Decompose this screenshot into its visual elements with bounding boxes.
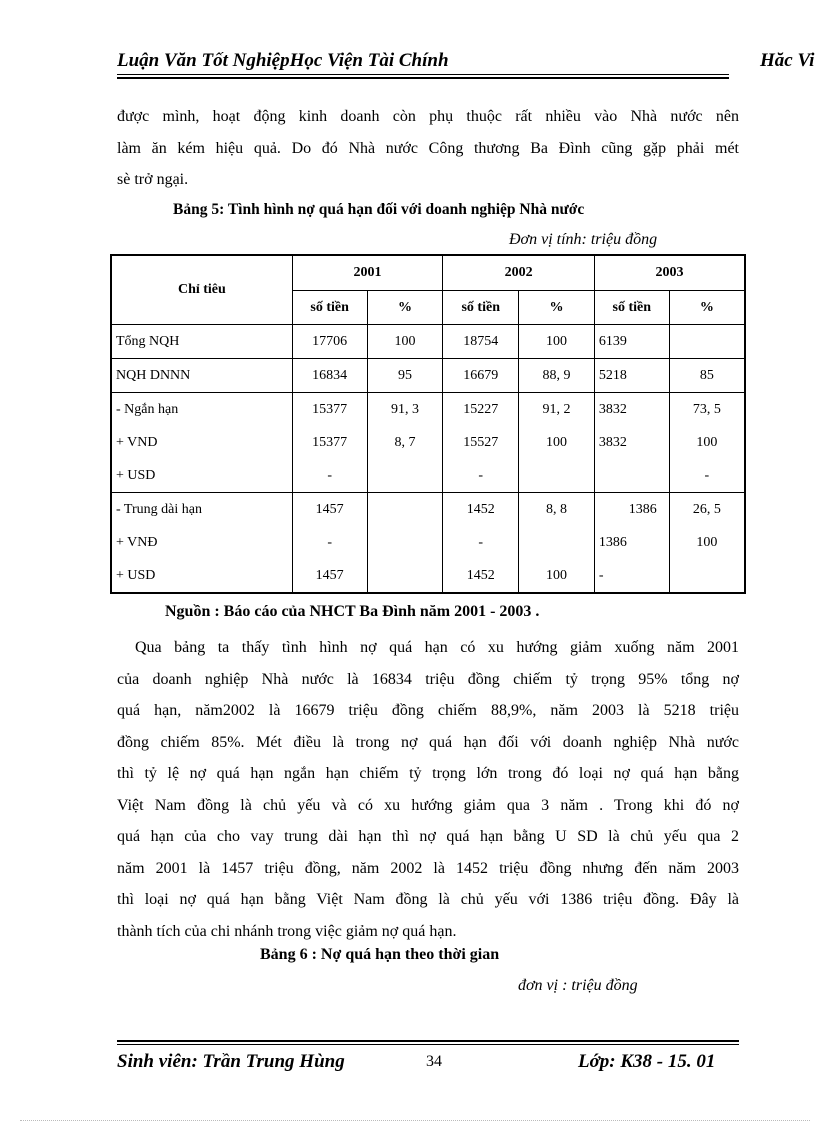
col-header-amount: số tiền (292, 291, 367, 325)
paragraph-line: quá hạn, năm2002 là 16679 triệu đồng chiếm 88,9%, năm 2003 là 5218 triệu (117, 702, 739, 719)
footer-rule-thick (117, 1040, 739, 1042)
cell-amount: 1457 (292, 559, 367, 593)
cell-percent: 91, 3 (367, 393, 443, 427)
cell-percent: 8, 7 (367, 426, 443, 459)
cell-percent (367, 493, 443, 527)
row-label: + USD (111, 459, 292, 493)
table-row (111, 459, 745, 493)
cell-amount: 3832 (594, 426, 669, 459)
col-header-percent: % (519, 291, 595, 325)
cell-percent: 100 (519, 325, 595, 359)
cell-percent (367, 459, 443, 493)
cell-percent: 100 (519, 426, 595, 459)
cell-amount (594, 459, 669, 493)
cell-amount: 6139 (594, 325, 669, 359)
row-label: NQH DNNN (111, 359, 292, 393)
footer-class: Lớp: K38 - 15. 01 (578, 1051, 716, 1072)
cell-amount: - (443, 459, 519, 493)
cell-percent: 100 (669, 526, 745, 559)
paragraph-line: được mình, hoạt động kinh doanh còn phụ thuộc rất nhiều vào Nhà nước nên (117, 108, 739, 125)
cell-amount: - (594, 559, 669, 593)
col-header-percent: % (669, 291, 745, 325)
footer-student: Sinh viên: Trần Trung Hùng (117, 1051, 345, 1072)
row-label: + VND (111, 426, 292, 459)
cell-amount: - (292, 459, 367, 493)
table-row (111, 359, 745, 393)
cell-percent (519, 526, 595, 559)
paragraph-line: làm ăn kém hiệu quả. Do đó Nhà nước Công thương Ba Đình cũng gặp phải mét (117, 139, 739, 157)
cell-percent (367, 559, 443, 593)
cell-amount: - (443, 526, 519, 559)
table5-source: Nguồn : Báo cáo của NHCT Ba Đình năm 2001 - 2003 . (165, 603, 540, 620)
page-bottom-dotted-line (20, 1120, 810, 1121)
paragraph-line: quá hạn của cho vay trung dài hạn thì nợ quá hạn bằng U SD là chủ yếu qua 2 (117, 828, 739, 845)
footer-rule (117, 1044, 739, 1045)
cell-percent: 26, 5 (669, 493, 745, 527)
col-header-amount: số tiền (594, 291, 669, 325)
cell-percent: 8, 8 (519, 493, 595, 527)
table5-title: Bảng 5: Tình hình nợ quá hạn đối với doanh nghiệp Nhà nước (173, 201, 585, 218)
cell-percent (669, 325, 745, 359)
cell-amount: 18754 (443, 325, 519, 359)
paragraph-line: thì tỷ lệ nợ quá hạn ngắn hạn chiếm tỷ trọng lớn trong đó loại nợ quá hạn bằng (117, 765, 739, 782)
col-header-year: 2002 (443, 255, 595, 291)
cell-percent: 95 (367, 359, 443, 393)
row-label: + USD (111, 559, 292, 593)
table-row (111, 426, 745, 459)
table-row (111, 325, 745, 359)
paragraph-line: Qua bảng ta thấy tình hình nợ quá hạn có xu hướng giảm xuống năm 2001 (135, 639, 739, 656)
paragraph-line: của doanh nghiệp Nhà nước là 16834 triệu đồng chiếm tỷ trọng 95% tổng nợ (117, 670, 739, 688)
paragraph-line: đồng chiếm 85%. Mét điều là trong nợ quá hạn đối với doanh nghiệp Nhà nước (117, 733, 739, 751)
page-number: 34 (426, 1053, 442, 1070)
table-row (111, 493, 745, 527)
col-header-year: 2003 (594, 255, 745, 291)
paragraph-line: năm 2001 là 1457 triệu đồng, năm 2002 là 1452 triệu đồng nhưng đến năm 2003 (117, 859, 739, 877)
intro-paragraph (117, 101, 739, 196)
cell-percent: 85 (669, 359, 745, 393)
cell-percent: 100 (367, 325, 443, 359)
header-title: Luận Văn Tốt NghiệpHọc Viện Tài Chính (117, 50, 449, 71)
row-label: Tổng NQH (111, 325, 292, 359)
cell-percent (669, 559, 745, 593)
header-rule (117, 74, 729, 75)
cell-amount: 5218 (594, 359, 669, 393)
col-header-amount: số tiền (443, 291, 519, 325)
table5-unit: Đơn vị tính: triệu đồng (509, 231, 658, 248)
cell-amount: 15527 (443, 426, 519, 459)
cell-percent (519, 459, 595, 493)
col-header-percent: % (367, 291, 443, 325)
cell-amount: - (292, 526, 367, 559)
cell-amount: 1452 (443, 493, 519, 527)
cell-amount: 16679 (443, 359, 519, 393)
table6-unit: đơn vị : triệu đồng (518, 977, 638, 994)
cell-percent: 91, 2 (519, 393, 595, 427)
table5 (110, 254, 746, 594)
paragraph-line: sè trở ngại. (117, 171, 189, 188)
row-label: - Ngắn hạn (111, 393, 292, 427)
col-header-year: 2001 (292, 255, 443, 291)
cell-amount: 16834 (292, 359, 367, 393)
cell-percent: - (669, 459, 745, 493)
cell-amount: 1452 (443, 559, 519, 593)
table-row (111, 526, 745, 559)
cell-amount: 3832 (594, 393, 669, 427)
paragraph-line: thì loại nợ quá hạn bằng Việt Nam đồng là chủ yếu với 1386 triệu đồng. Đây là (117, 891, 739, 908)
cell-percent: 100 (519, 559, 595, 593)
cell-percent: 73, 5 (669, 393, 745, 427)
header-rule-thick (117, 77, 729, 79)
row-label: + VNĐ (111, 526, 292, 559)
cell-amount: 15377 (292, 426, 367, 459)
row-label: - Trung dài hạn (111, 493, 292, 527)
cell-amount: 15377 (292, 393, 367, 427)
analysis-paragraph (117, 632, 739, 947)
table6-title: Bảng 6 : Nợ quá hạn theo thời gian (260, 946, 500, 963)
cell-percent: 100 (669, 426, 745, 459)
cell-amount: 1386 (594, 526, 669, 559)
cell-amount: 1457 (292, 493, 367, 527)
cell-amount: 17706 (292, 325, 367, 359)
col-header-indicator: Chỉ tiêu (111, 255, 292, 325)
cell-percent (367, 526, 443, 559)
paragraph-line: Việt Nam đồng là chủ yếu và có xu hướng giảm qua 3 năm . Trong khi đó nợ (117, 796, 739, 814)
table-row (111, 393, 745, 427)
header-right-text: Hăc Vi (760, 50, 815, 71)
cell-amount: 15227 (443, 393, 519, 427)
table-row (111, 559, 745, 593)
cell-amount: 1386 (594, 493, 669, 527)
cell-percent: 88, 9 (519, 359, 595, 393)
paragraph-line: thành tích của chi nhánh trong việc giảm nợ quá hạn. (117, 922, 457, 940)
